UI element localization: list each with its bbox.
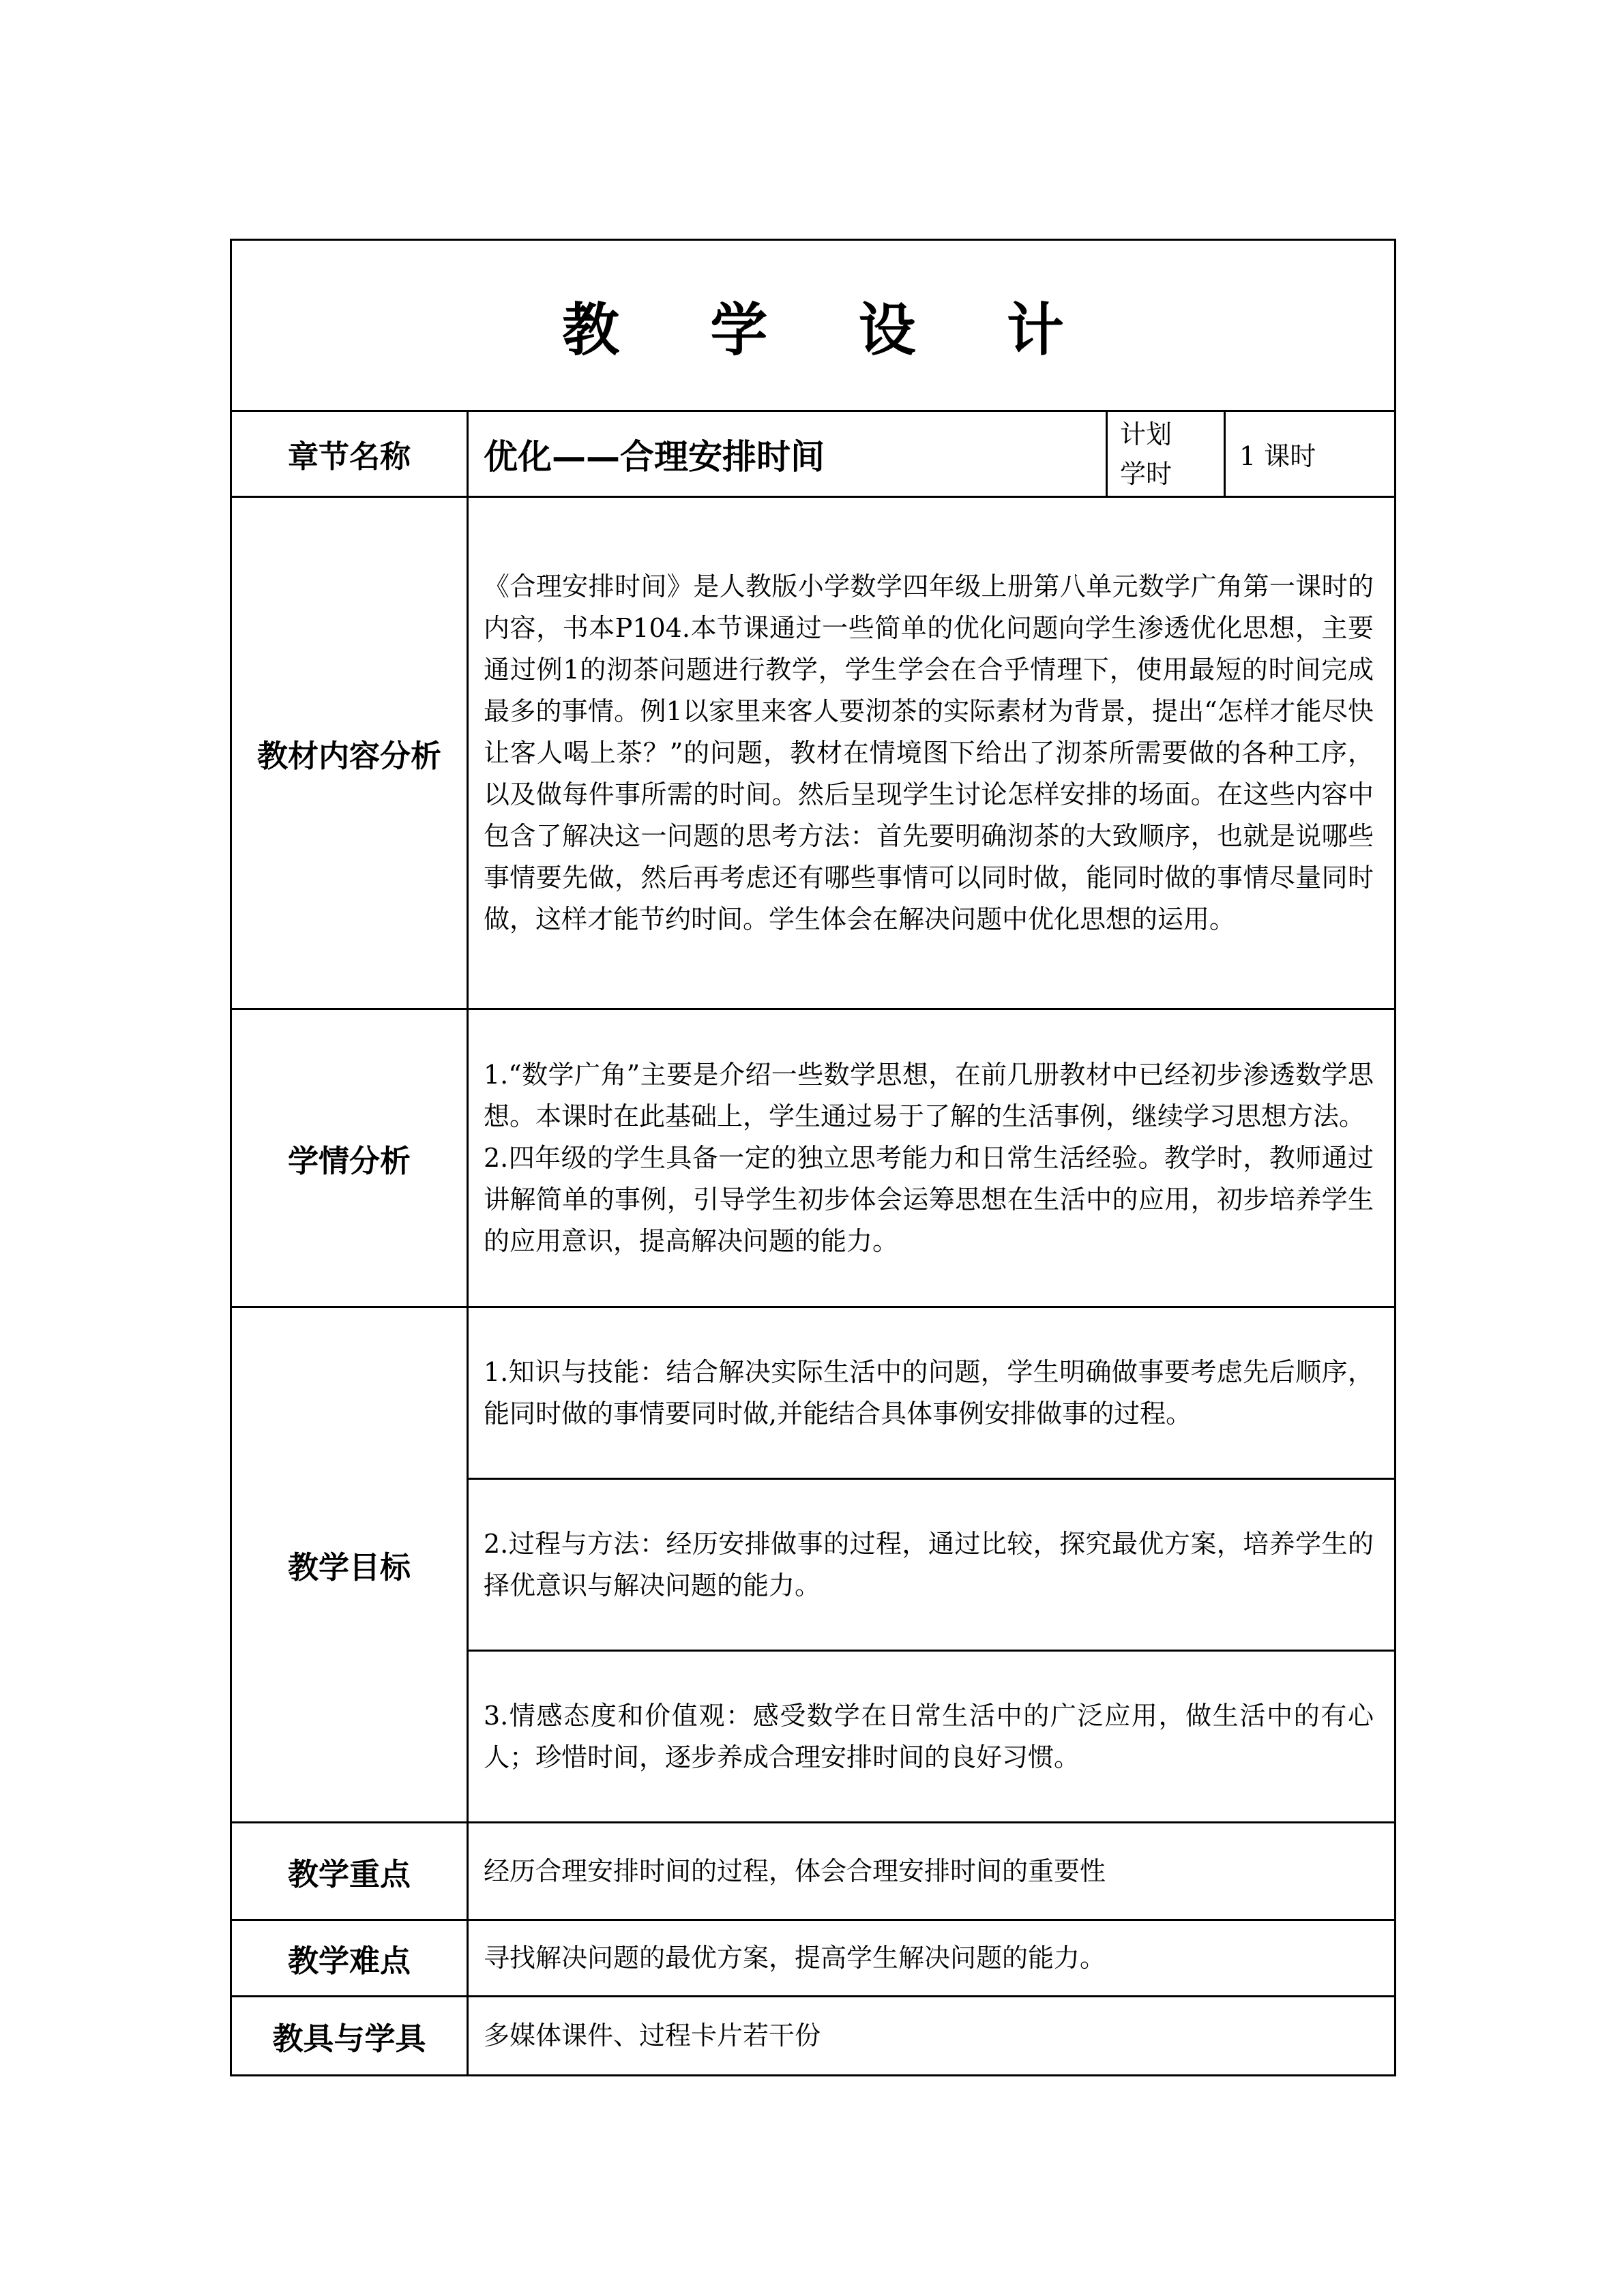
lesson-design-table xyxy=(230,239,1396,2076)
material-analysis-row xyxy=(231,497,1396,1009)
tools-text: 多媒体课件、过程卡片若干份 xyxy=(468,1997,1396,2076)
difficulties-label: 教学难点 xyxy=(231,1920,468,1997)
plan-label-line2: 学时 xyxy=(1120,458,1172,489)
learner-analysis-text xyxy=(468,1009,1396,1307)
chapter-label: 章节名称 xyxy=(231,411,468,497)
title-row xyxy=(231,240,1396,411)
plan-label-line1: 计划 xyxy=(1120,419,1172,449)
chapter-row xyxy=(231,411,1396,497)
material-analysis-text: 《合理安排时间》是人教版小学数学四年级上册第八单元数学广角第一课时的内容，书本P104.本节课通过一些简单的优化问题向学生渗透优化思想，主要通过例1的沏茶问题进行教学，学生学会在合乎情理下，使用最短的时间完成最多的事情。例1以家里来客人要沏茶的实际素材为背景，提出“怎样才能尽快让客人喝上茶？”的问题，教材在情境图下给出了沏茶所需要做的各种工序，以及做每件事所需的时间。然后呈现学生讨论怎样安排的场面。在这些内容中包含了解决这一问题的思考方法：首先要明确沏茶的大致顺序，也就是说哪些事情要先做，然后再考虑还有哪些事情可以同时做，能同时做的事情尽量同时做，这样才能节约时间。学生体会在解决问题中优化思想的运用。 xyxy=(468,497,1396,1009)
plan-hours-value: 1 课时 xyxy=(1225,411,1396,497)
objective-item-3: 3.情感态度和价值观：感受数学在日常生活中的广泛应用，做生活中的有心人；珍惜时间，逐步养成合理安排时间的良好习惯。 xyxy=(468,1651,1396,1823)
chapter-name: 优化——合理安排时间 xyxy=(468,411,1107,497)
learner-analysis-para-2: 2.四年级的学生具备一定的独立思考能力和日常生活经验。教学时，教师通过讲解简单的事例，引导学生初步体会运筹思想在生活中的应用，初步培养学生的应用意识，提高解决问题的能力。 xyxy=(484,1142,1374,1256)
plan-hours-label xyxy=(1107,411,1225,497)
learner-analysis-para-1: 1.“数学广角”主要是介绍一些数学思想，在前几册教材中已经初步渗透数学思想。本课时在此基础上，学生通过易于了解的生活事例，继续学习思想方法。 xyxy=(484,1059,1374,1131)
objective-item-2: 2.过程与方法：经历安排做事的过程，通过比较，探究最优方案，培养学生的择优意识与解决问题的能力。 xyxy=(468,1479,1396,1651)
difficulties-row xyxy=(231,1920,1396,1997)
document-title: 教 学 设 计 xyxy=(231,240,1396,411)
tools-row xyxy=(231,1997,1396,2076)
learner-analysis-row xyxy=(231,1009,1396,1307)
material-analysis-label: 教材内容分析 xyxy=(231,497,468,1009)
objectives-label: 教学目标 xyxy=(231,1307,468,1823)
tools-label: 教具与学具 xyxy=(231,1997,468,2076)
difficulties-text: 寻找解决问题的最优方案，提高学生解决问题的能力。 xyxy=(468,1920,1396,1997)
key-points-row xyxy=(231,1823,1396,1920)
key-points-text: 经历合理安排时间的过程，体会合理安排时间的重要性 xyxy=(468,1823,1396,1920)
learner-analysis-label: 学情分析 xyxy=(231,1009,468,1307)
key-points-label: 教学重点 xyxy=(231,1823,468,1920)
objective-row-1 xyxy=(231,1307,1396,1479)
objective-item-1: 1.知识与技能：结合解决实际生活中的问题，学生明确做事要考虑先后顺序，能同时做的事情要同时做,并能结合具体事例安排做事的过程。 xyxy=(468,1307,1396,1479)
